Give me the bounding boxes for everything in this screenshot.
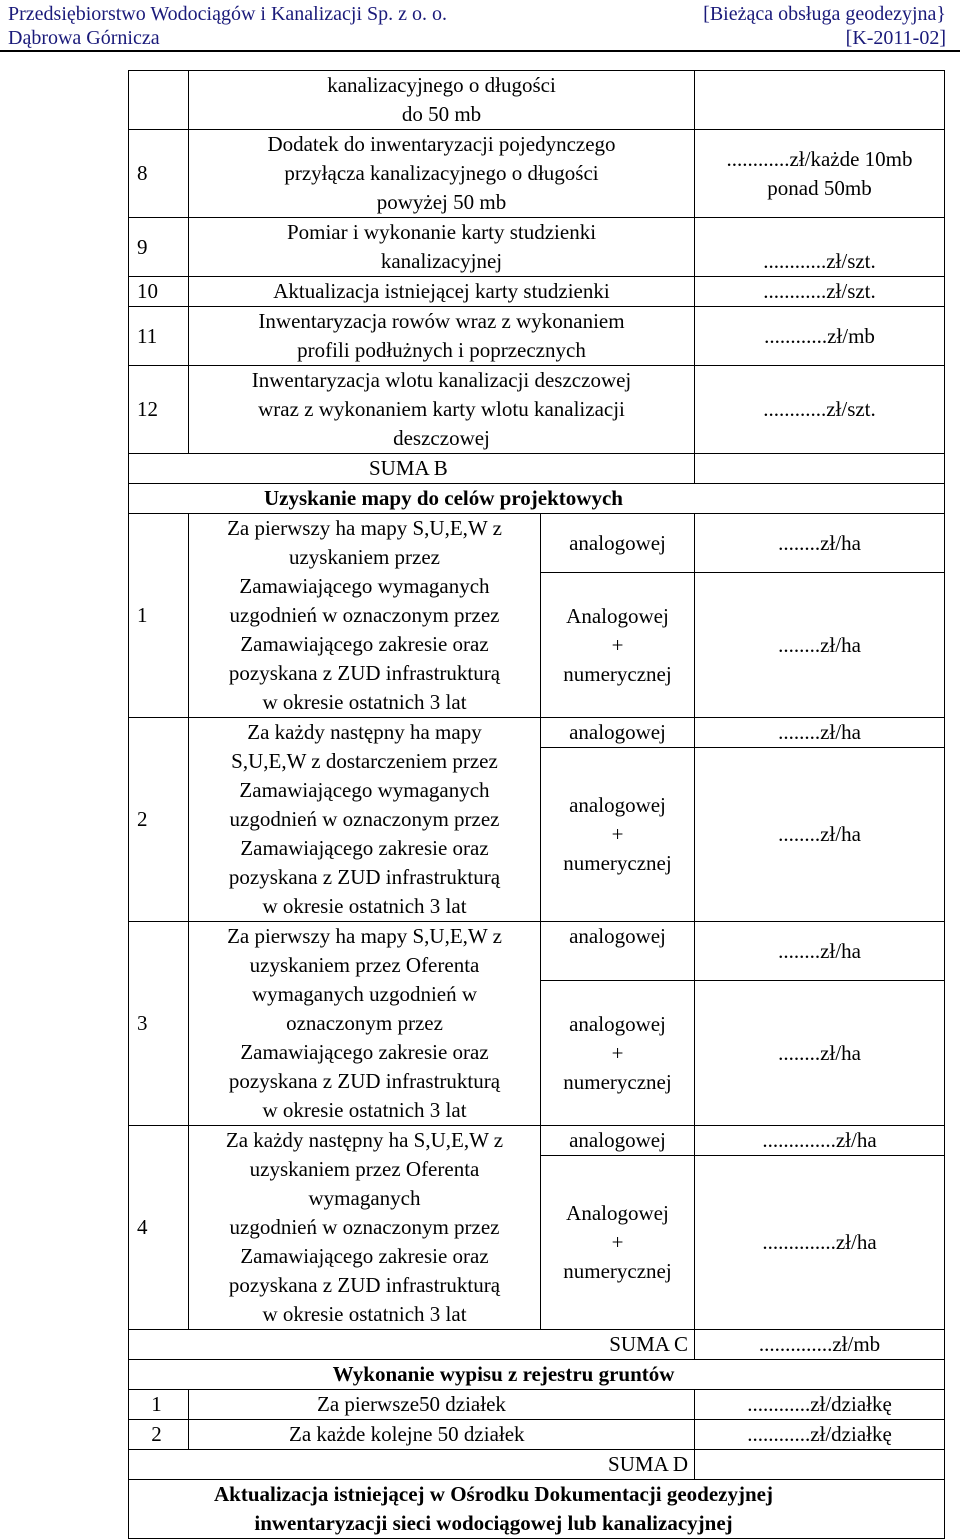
description-line: kanalizacyjnego o długości	[327, 73, 556, 97]
sum-row	[129, 454, 945, 484]
section-title-line: inwentaryzacji sieci wodociągowej lub kanalizacyjnej	[254, 1511, 733, 1535]
row-description	[189, 1126, 541, 1330]
row-description	[189, 922, 541, 1126]
table-row	[129, 1390, 945, 1420]
description-line: w okresie ostatnich 3 lat	[262, 894, 467, 918]
description-line: pozyskana z ZUD infrastrukturą	[228, 865, 501, 889]
section-title	[129, 1480, 945, 1539]
sum-label: SUMA D	[129, 1450, 695, 1480]
description-line: powyżej 50 mb	[376, 190, 507, 214]
row-number: 1	[129, 514, 189, 718]
form-line: Analogowej	[566, 1201, 669, 1225]
description-line: pozyskana z ZUD infrastrukturą	[228, 1069, 501, 1093]
sum-label: SUMA C	[129, 1330, 695, 1360]
row-description	[189, 366, 695, 454]
row-number: 8	[129, 130, 189, 218]
table-row	[129, 718, 945, 748]
description-line: oznaczonym przez	[286, 1011, 443, 1035]
sum-row	[129, 1450, 945, 1480]
form-line: +	[611, 822, 624, 846]
form-line: numerycznej	[563, 851, 672, 875]
form-line: numerycznej	[563, 1259, 672, 1283]
section-title-row	[129, 1360, 945, 1390]
section-title: Wykonanie wypisu z rejestru gruntów	[129, 1360, 945, 1390]
map-form	[541, 573, 695, 718]
sum-value	[695, 454, 945, 484]
row-price: ............zł/szt.	[695, 218, 945, 277]
description-line: Za każdy następny ha mapy	[247, 720, 482, 744]
description-line: Pomiar i wykonanie karty studzienki	[286, 220, 597, 244]
sum-value: ..............zł/mb	[695, 1330, 945, 1360]
row-price: ............zł/szt.	[695, 366, 945, 454]
form-line: Analogowej	[566, 603, 669, 628]
row-number: 9	[129, 218, 189, 277]
row-number: 2	[129, 1420, 189, 1450]
row-price: ............zł/mb	[695, 307, 945, 366]
form-line: numerycznej	[563, 661, 672, 686]
description-line: pozyskana z ZUD infrastrukturą	[228, 1273, 501, 1297]
form-line: analogowej	[569, 1011, 666, 1036]
price-line: ............zł/każde 10mb	[726, 146, 913, 171]
row-description	[189, 130, 695, 218]
description-line: uzgodnień w oznaczonym przez	[229, 807, 500, 831]
description-line: Zamawiającego zakresie oraz	[240, 1040, 489, 1064]
description-line: Za każdy następny ha S,U,E,W z	[225, 1128, 504, 1152]
map-form	[541, 981, 695, 1126]
description-line: profili podłużnych i poprzecznych	[297, 338, 586, 362]
table-row	[129, 130, 945, 218]
row-number: 11	[129, 307, 189, 366]
form-line: +	[611, 632, 624, 657]
row-number-cell	[129, 71, 189, 130]
table-row	[129, 1420, 945, 1450]
description-line: wraz z wykonaniem karty wlotu kanalizacji	[258, 397, 625, 421]
map-form	[541, 748, 695, 922]
table-row	[129, 218, 945, 277]
row-description: Aktualizacja istniejącej karty studzienki	[189, 277, 695, 307]
map-form: analogowej	[541, 1126, 695, 1156]
description-line: Za pierwszy ha mapy S,U,E,W z	[227, 516, 502, 540]
description-line: S,U,E,W z dostarczeniem przez	[231, 749, 498, 773]
map-form: analogowej	[541, 514, 695, 573]
description-line: wymaganych	[308, 1186, 421, 1210]
description-line: Dodatek do inwentaryzacji pojedynczego	[267, 132, 616, 156]
map-form: analogowej	[541, 718, 695, 748]
table-row	[129, 307, 945, 366]
map-form	[541, 1156, 695, 1330]
description-line: do 50 mb	[401, 102, 482, 126]
row-price: ..............zł/ha	[695, 1126, 945, 1156]
table-row	[129, 514, 945, 573]
description-line: wymaganych uzgodnień w	[251, 982, 478, 1006]
row-description	[189, 718, 541, 922]
header-doc-code: [K-2011-02]	[845, 27, 946, 49]
header-divider	[0, 50, 960, 52]
row-description	[189, 71, 695, 130]
form-line: +	[611, 1040, 624, 1065]
row-number: 2	[129, 718, 189, 922]
row-price: ............zł/szt.	[695, 277, 945, 307]
row-price: ........zł/ha	[695, 514, 945, 573]
form-line: numerycznej	[563, 1069, 672, 1094]
price-table	[128, 70, 945, 1539]
table-row	[129, 71, 945, 130]
row-price: ........zł/ha	[695, 573, 945, 718]
description-line: kanalizacyjnej	[380, 249, 503, 273]
header-document	[703, 2, 946, 50]
description-line: Zamawiającego wymaganych	[239, 778, 490, 802]
header-company-city: Dąbrowa Górnicza	[8, 27, 160, 49]
description-line: w okresie ostatnich 3 lat	[262, 690, 467, 714]
section-title: Uzyskanie mapy do celów projektowych	[129, 484, 945, 514]
description-line: Inwentaryzacja wlotu kanalizacji deszczowej	[251, 368, 632, 392]
description-line: w okresie ostatnich 3 lat	[262, 1302, 467, 1326]
description-line: przyłącza kanalizacyjnego o długości	[284, 161, 599, 185]
row-price: ........zł/ha	[695, 981, 945, 1126]
row-price: ........zł/ha	[695, 748, 945, 922]
row-price: ........zł/ha	[695, 718, 945, 748]
row-description	[189, 218, 695, 277]
header-company-name: Przedsiębiorstwo Wodociągów i Kanalizacji Sp. z o. o.	[8, 3, 448, 25]
description-line: w okresie ostatnich 3 lat	[262, 1098, 467, 1122]
row-number: 12	[129, 366, 189, 454]
description-line: uzyskaniem przez	[288, 545, 440, 569]
row-number: 4	[129, 1126, 189, 1330]
description-line: uzyskaniem przez Oferenta	[249, 1157, 480, 1181]
row-number: 3	[129, 922, 189, 1126]
description-line: Zamawiającego zakresie oraz	[240, 1244, 489, 1268]
sum-row	[129, 1330, 945, 1360]
description-line: Zamawiającego wymaganych	[239, 574, 490, 598]
table-row	[129, 366, 945, 454]
row-number: 1	[129, 1390, 189, 1420]
map-form: analogowej	[541, 922, 695, 981]
price-line: ponad 50mb	[767, 175, 872, 200]
form-line: +	[611, 1230, 624, 1254]
sum-label: SUMA B	[129, 454, 695, 484]
description-line: uzgodnień w oznaczonym przez	[229, 1215, 500, 1239]
description-line: Za pierwszy ha mapy S,U,E,W z	[227, 924, 502, 948]
description-line: uzyskaniem przez Oferenta	[249, 953, 480, 977]
table-row	[129, 277, 945, 307]
row-number: 10	[129, 277, 189, 307]
description-line: Zamawiającego zakresie oraz	[240, 632, 489, 656]
row-price-cell	[695, 71, 945, 130]
row-description: Za każde kolejne 50 działek	[189, 1420, 695, 1450]
row-description	[189, 514, 541, 718]
description-line: uzgodnień w oznaczonym przez	[229, 603, 500, 627]
header-doc-title: [Bieżąca obsługa geodezyjna}	[703, 3, 946, 25]
row-price: ........zł/ha	[695, 922, 945, 981]
section-title-line: Aktualizacja istniejącej w Ośrodku Dokumentacji geodezyjnej	[214, 1482, 773, 1506]
description-line: Zamawiającego zakresie oraz	[240, 836, 489, 860]
row-price: ............zł/działkę	[695, 1390, 945, 1420]
table-row	[129, 1126, 945, 1156]
table-row	[129, 922, 945, 981]
description-line: Inwentaryzacja rowów wraz z wykonaniem	[258, 309, 625, 333]
section-title-row	[129, 484, 945, 514]
row-price: ............zł/działkę	[695, 1420, 945, 1450]
form-line: analogowej	[569, 793, 666, 817]
row-description	[189, 307, 695, 366]
header-company	[8, 2, 447, 50]
sum-value	[695, 1450, 945, 1480]
section-title-row	[129, 1480, 945, 1539]
row-description: Za pierwsze50 działek	[189, 1390, 695, 1420]
row-price	[695, 130, 945, 218]
description-line: deszczowej	[393, 426, 490, 450]
row-price: ..............zł/ha	[695, 1156, 945, 1330]
description-line: pozyskana z ZUD infrastrukturą	[228, 661, 501, 685]
